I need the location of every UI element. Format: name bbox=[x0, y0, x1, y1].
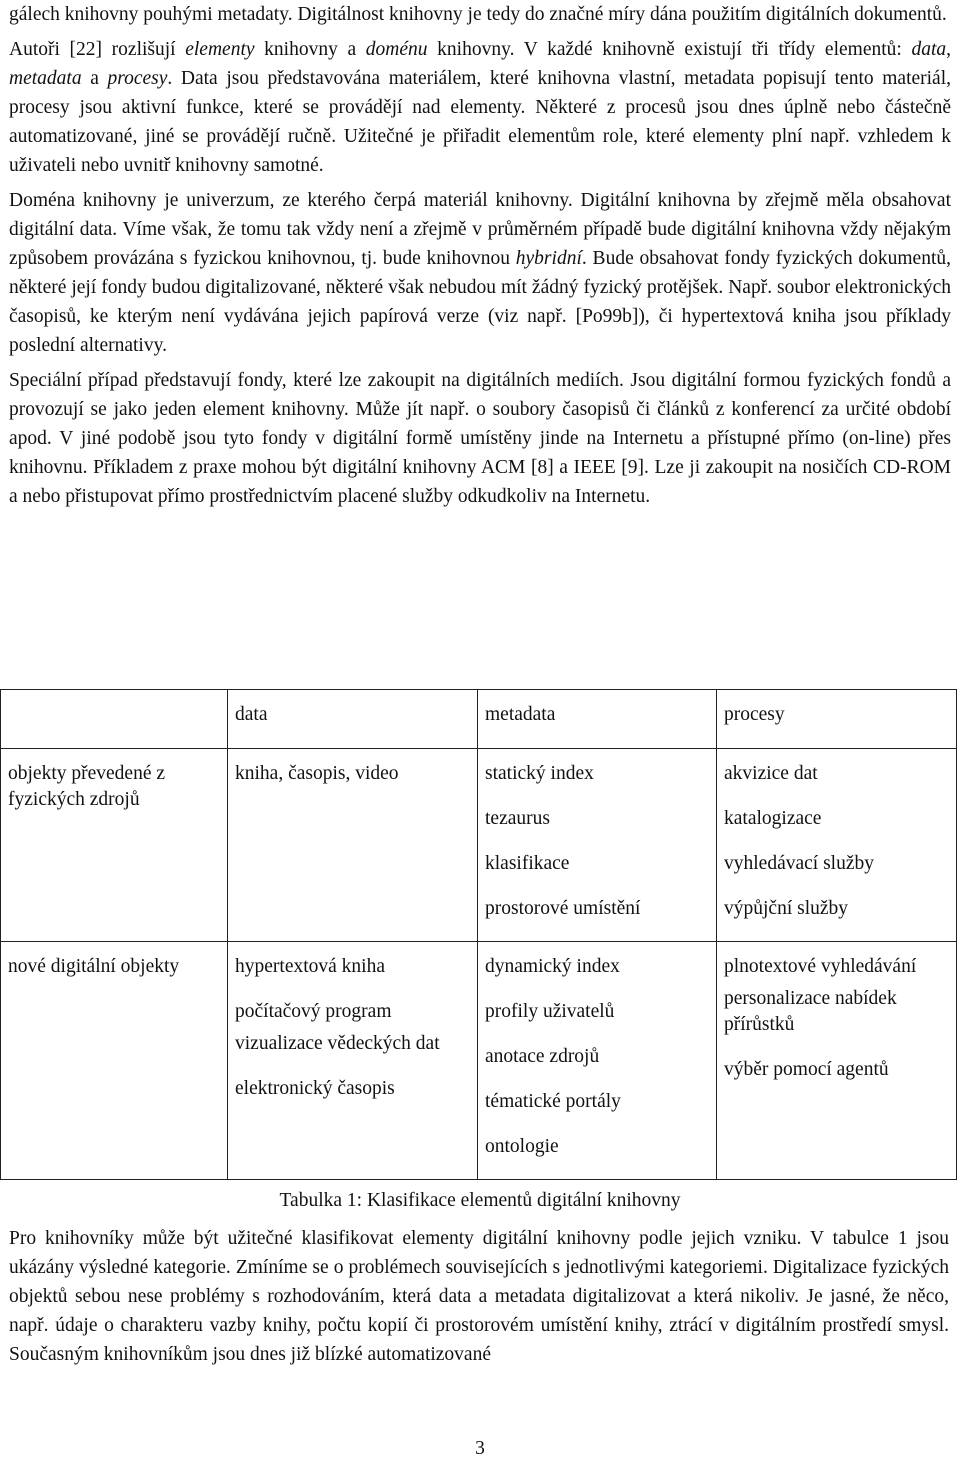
classification-table bbox=[0, 689, 957, 1180]
cell-item: vizualizace vědeckých dat bbox=[235, 1033, 440, 1054]
paragraph-1: gálech knihovny pouhými metadaty. Digitálnost knihovny je tedy do značné míry dána použitím digitálních dokumentů. bbox=[9, 4, 947, 25]
table-cell bbox=[717, 749, 957, 942]
cell-item: ontologie bbox=[485, 1136, 559, 1157]
cell-item: kniha, časopis, video bbox=[235, 763, 399, 784]
cell-item: počítačový program bbox=[235, 1001, 392, 1022]
paragraph-5: Pro knihovníky může být užitečné klasifikovat elementy digitální knihovny podle jejich vzniku. V tabulce 1 jsou ukázány výsledné kategorie. Zmíníme se o problémech souvisejících s jednotlivými kategoriemi. Digitalizace fyzických objektů sebou nese problémy s rozhodováním, která data a metadata digitalizovat a která nikoliv. Je jasné, že něco, např. údaje o charakteru vazby knihy, počtu kopií či prostorovém umístění knihy, ztrácí v digitálním prostředí smysl. Současným knihovníkům jsou dnes již blízké automatizované bbox=[9, 1228, 949, 1365]
cell-item: prostorové umístění bbox=[485, 898, 641, 919]
table-header-cell: data bbox=[228, 690, 478, 749]
table-cell bbox=[478, 749, 717, 942]
cell-item: hypertextová kniha bbox=[235, 956, 385, 977]
table-cell bbox=[228, 942, 478, 1180]
row-label: objekty převedené z fyzických zdrojů bbox=[1, 749, 228, 942]
cell-item: plnotextové vyhledávání bbox=[724, 956, 917, 977]
cell-item: výběr pomocí agentů bbox=[724, 1059, 889, 1080]
cell-item: vyhledávací služby bbox=[724, 853, 874, 874]
cell-item: personalizace nabídek přírůstků bbox=[724, 988, 897, 1035]
cell-item: tezaurus bbox=[485, 808, 550, 829]
paragraph-4: Speciální případ představují fondy, které lze zakoupit na digitálních mediích. Jsou digitální formou fyzických fondů a provozují se jako jeden element knihovny. Může jít např. o soubory časopisů či článků z konferencí za určité období apod. V jiné podobě jsou tyto fondy v digitální formě umístěny jinde na Internetu a přístupné přímo (on-line) přes knihovnu. Příkladem z praxe mohou být digitální knihovny ACM [8] a IEEE [9]. Lze ji zakoupit na nosičích CD-ROM a nebo přistupovat přímo prostřednictvím placené služby odkudkoliv na Internetu. bbox=[9, 370, 951, 507]
page-number: 3 bbox=[475, 1438, 485, 1459]
cell-item: profily uživatelů bbox=[485, 1001, 615, 1022]
table-header-row bbox=[1, 690, 957, 749]
table-row bbox=[1, 749, 957, 942]
paragraph-2: Autoři [22] rozlišují elementy knihovny a doménu knihovny. V každé knihovně existují tři třídy elementů: data, metadata a procesy. Data jsou představována materiálem, které knihovna vlastní, metadata popisují tento materiál, procesy jsou aktivní funkce, které se provádějí nad elementy. Některé z procesů jsou dnes úplně nebo částečně automatizované, jiné se provádějí ručně. Užitečné je přiřadit elementům role, které elementy plní např. vzhledem k uživateli nebo uvnitř knihovny samotné. bbox=[9, 39, 952, 176]
cell-item: klasifikace bbox=[485, 853, 570, 874]
table-header-cell: procesy bbox=[717, 690, 957, 749]
table-caption: Tabulka 1: Klasifikace elementů digitální knihovny bbox=[279, 1190, 681, 1211]
paragraph-3: Doména knihovny je univerzum, ze kterého čerpá materiál knihovny. Digitální knihovna by zřejmě měla obsahovat digitální data. Víme však, že tomu tak vždy není a zřejmě v průměrném případě bude digitální knihovna vždy nějakým způsobem provázána s fyzickou knihovnou, tj. bude knihovnou hybridní. Bude obsahovat fondy fyzických dokumentů, některé její fondy budou digitalizované, některé však nebudou mít žádný fyzický protějšek. Např. soubor elektronických časopisů, ke kterým není vydávána jejich papírová verze (viz např. [Po99b]), či hypertextová kniha jsou příklady poslední alternativy. bbox=[9, 190, 951, 356]
row-label: nové digitální objekty bbox=[1, 942, 228, 1180]
table-header-cell: metadata bbox=[478, 690, 717, 749]
cell-item: katalogizace bbox=[724, 808, 822, 829]
cell-item: akvizice dat bbox=[724, 763, 818, 784]
cell-item: dynamický index bbox=[485, 956, 620, 977]
cell-item: elektronický časopis bbox=[235, 1078, 395, 1099]
table-cell bbox=[228, 749, 478, 942]
document-page bbox=[9, 0, 951, 511]
cell-item: tématické portály bbox=[485, 1091, 621, 1112]
cell-item: statický index bbox=[485, 763, 594, 784]
cell-item: výpůjční služby bbox=[724, 898, 849, 919]
cell-item: anotace zdrojů bbox=[485, 1046, 600, 1067]
document-page-lower bbox=[9, 1224, 949, 1369]
table-cell bbox=[478, 942, 717, 1180]
table-cell bbox=[717, 942, 957, 1180]
table-row bbox=[1, 942, 957, 1180]
table-header-cell bbox=[1, 690, 228, 749]
